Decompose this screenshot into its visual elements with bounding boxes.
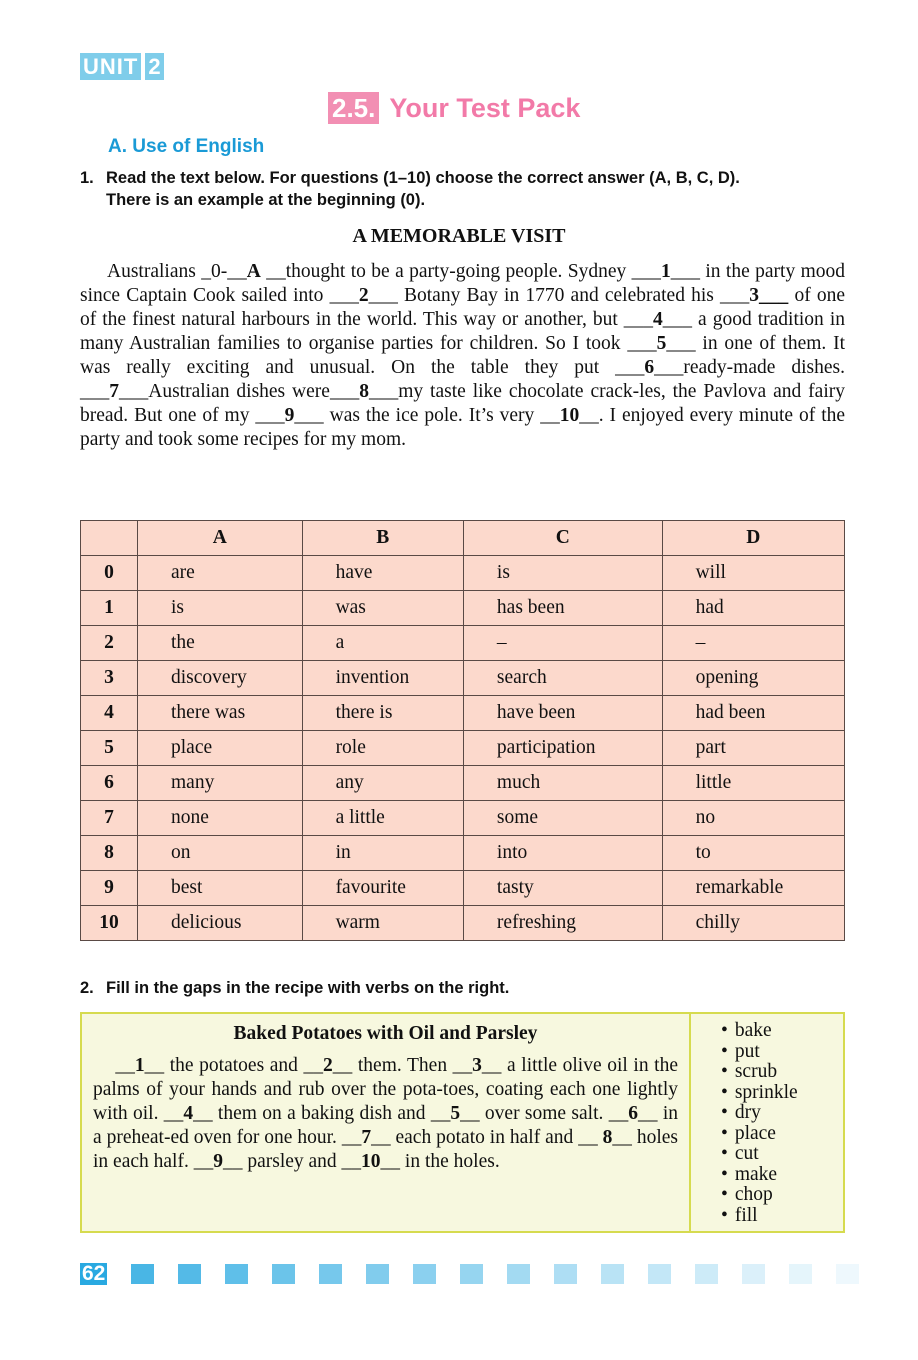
- recipe-gap-4: 4: [183, 1103, 194, 1124]
- recipe-gap-5: 5: [450, 1103, 461, 1124]
- option-cell: in: [302, 836, 463, 871]
- option-cell: none: [138, 801, 303, 836]
- decorative-square: [836, 1264, 859, 1284]
- verb-list: [691, 1014, 798, 1231]
- option-cell: opening: [662, 661, 844, 696]
- recipe-part: __ them. Then __: [332, 1055, 473, 1076]
- gap-0: A: [246, 261, 261, 282]
- task-2-instruction: [80, 977, 509, 999]
- option-cell: search: [463, 661, 662, 696]
- option-cell: on: [138, 836, 303, 871]
- gap-8: 8: [359, 381, 369, 402]
- decorative-square: [413, 1264, 436, 1284]
- story-part: __thought to be a party-going people. Sydney ___: [260, 261, 661, 282]
- row-number: 10: [81, 906, 138, 941]
- decorative-square: [272, 1264, 295, 1284]
- recipe-part: __ in a preheat-ed oven for one hour. __: [93, 1103, 678, 1148]
- page-title: [328, 92, 580, 124]
- page-number: 62: [82, 1262, 106, 1285]
- recipe-gap-3: 3: [472, 1055, 482, 1076]
- decorative-square: [460, 1264, 483, 1284]
- task-1-line-2: There is an example at the beginning (0).: [106, 191, 426, 209]
- recipe-part: __ the potatoes and __: [144, 1055, 324, 1076]
- row-number: 0: [81, 556, 138, 591]
- section-title: Your Test Pack: [389, 92, 581, 123]
- recipe-gap-2: 2: [323, 1055, 333, 1076]
- option-cell: best: [138, 871, 303, 906]
- table-row: [81, 766, 845, 801]
- story-text: [80, 260, 845, 452]
- table-header-cell: A: [138, 521, 303, 556]
- recipe-title: Baked Potatoes with Oil and Parsley: [233, 1023, 538, 1044]
- verb-item: • chop: [721, 1185, 798, 1206]
- story-title: A MEMORABLE VISIT: [352, 225, 566, 247]
- recipe-part: __ over some salt. __: [460, 1103, 629, 1124]
- gap-5: 5: [656, 333, 667, 354]
- unit-label: UNIT: [80, 53, 141, 80]
- recipe-gap-7: 7: [361, 1127, 372, 1148]
- recipe-part: __ in the holes.: [380, 1151, 500, 1172]
- option-cell: are: [138, 556, 303, 591]
- table-header-cell: [81, 521, 138, 556]
- row-number: 3: [81, 661, 138, 696]
- decorative-square: [507, 1264, 530, 1284]
- gap-9: 9: [284, 405, 295, 426]
- table-header-row: [81, 521, 845, 556]
- row-number: 1: [81, 591, 138, 626]
- recipe-part: __: [115, 1055, 135, 1076]
- option-cell: much: [463, 766, 662, 801]
- option-cell: participation: [463, 731, 662, 766]
- section-number: 2.5.: [328, 92, 379, 124]
- table-header-cell: C: [463, 521, 662, 556]
- story-part: ___ in one of them. It was really exciting and unusual. On the table they put ___: [80, 333, 845, 378]
- recipe-gap-6: 6: [628, 1103, 638, 1124]
- verb-item: • make: [721, 1165, 798, 1186]
- recipe-part: __ them on a baking dish and __: [193, 1103, 451, 1124]
- table-row: [81, 731, 845, 766]
- page-footer: [80, 1263, 859, 1285]
- recipe-gap-9: 9: [213, 1151, 223, 1172]
- option-cell: role: [302, 731, 463, 766]
- decorative-square: [178, 1264, 201, 1284]
- option-cell: there was: [138, 696, 303, 731]
- verb-item: • scrub: [721, 1062, 798, 1083]
- option-cell: some: [463, 801, 662, 836]
- story-part: ___ Botany Bay in 1770 and celebrated his ___: [368, 285, 750, 306]
- option-cell: will: [662, 556, 844, 591]
- verb-item: • sprinkle: [721, 1083, 798, 1104]
- table-row: [81, 906, 845, 941]
- option-cell: a: [302, 626, 463, 661]
- recipe-part: __ a little olive oil in the palms of your hands and rub over the pota-toes, coating each one lightly with oil. __: [93, 1055, 678, 1124]
- option-cell: had: [662, 591, 844, 626]
- table-row: [81, 591, 845, 626]
- gap-7: 7: [109, 381, 119, 402]
- verb-item: • bake: [721, 1021, 798, 1042]
- story-part: ___ready-made dishes. ___: [80, 357, 845, 402]
- recipe-main: [82, 1014, 691, 1231]
- option-cell: place: [138, 731, 303, 766]
- option-cell: part: [662, 731, 844, 766]
- row-number: 5: [81, 731, 138, 766]
- option-cell: to: [662, 836, 844, 871]
- decorative-square: [789, 1264, 812, 1284]
- recipe-part: __ holes in each half. __: [93, 1127, 678, 1172]
- options-table: [80, 520, 845, 941]
- option-cell: into: [463, 836, 662, 871]
- option-cell: many: [138, 766, 303, 801]
- option-cell: had been: [662, 696, 844, 731]
- option-cell: no: [662, 801, 844, 836]
- task-1-instruction: [80, 167, 740, 211]
- option-cell: chilly: [662, 906, 844, 941]
- table-header-cell: B: [302, 521, 463, 556]
- story-part: ___my taste like chocolate crack-les, the Pavlova and fairy bread. But one of my ___: [80, 381, 845, 426]
- story-part: __. I enjoyed every minute of the party and took some recipes for my mom.: [80, 405, 846, 450]
- option-cell: have been: [463, 696, 662, 731]
- decorative-square: [319, 1264, 342, 1284]
- task-1-line-1: Read the text below. For questions (1–10) choose the correct answer (A, B, C, D).: [106, 169, 740, 187]
- gap-4: 4: [653, 309, 663, 330]
- decorative-square: [225, 1264, 248, 1284]
- option-cell: –: [662, 626, 844, 661]
- option-cell: is: [138, 591, 303, 626]
- story-part: ___ a good tradition in many Australian families to organise parties for children. So I took ___: [80, 309, 845, 354]
- table-row: [81, 661, 845, 696]
- task-2-number: 2.: [80, 979, 94, 997]
- option-cell: little: [662, 766, 844, 801]
- row-number: 2: [81, 626, 138, 661]
- row-number: 4: [81, 696, 138, 731]
- option-cell: was: [302, 591, 463, 626]
- decorative-square: [554, 1264, 577, 1284]
- verb-item: • cut: [721, 1144, 798, 1165]
- decorative-square: [648, 1264, 671, 1284]
- option-cell: any: [302, 766, 463, 801]
- gap-6: 6: [644, 357, 655, 378]
- option-cell: warm: [302, 906, 463, 941]
- decorative-square: [601, 1264, 624, 1284]
- table-row: [81, 871, 845, 906]
- row-number: 9: [81, 871, 138, 906]
- recipe-part: __ parsley and __: [222, 1151, 362, 1172]
- recipe-gap-1: 1: [134, 1055, 145, 1076]
- verb-item: • place: [721, 1124, 798, 1145]
- task-1-number: 1.: [80, 169, 94, 187]
- option-cell: a little: [302, 801, 463, 836]
- story-part: ___ was the ice pole. It’s very __: [294, 405, 560, 426]
- option-cell: the: [138, 626, 303, 661]
- gap-3: 3___: [749, 285, 789, 306]
- option-cell: invention: [302, 661, 463, 696]
- story-part: ___Australian dishes were___: [119, 381, 360, 402]
- option-cell: favourite: [302, 871, 463, 906]
- row-number: 6: [81, 766, 138, 801]
- option-cell: delicious: [138, 906, 303, 941]
- table-row: [81, 696, 845, 731]
- subsection-heading: A. Use of English: [108, 136, 265, 157]
- unit-badge: [80, 53, 164, 80]
- task-2-text: Fill in the gaps in the recipe with verbs on the right.: [106, 979, 510, 997]
- option-cell: has been: [463, 591, 662, 626]
- story-part: ___ in the party mood since Captain Cook sailed into ___: [80, 261, 846, 306]
- recipe-part: __ each potato in half and __: [371, 1127, 603, 1148]
- story-part: of one of the finest natural harbours in the world. This way or another, but ___: [80, 285, 845, 330]
- row-number: 7: [81, 801, 138, 836]
- story-part: Australians _0-__: [107, 261, 247, 282]
- decorative-square: [695, 1264, 718, 1284]
- recipe-gap-10: 10: [361, 1151, 381, 1172]
- gap-10: 10: [559, 405, 580, 426]
- unit-number: 2: [145, 53, 163, 80]
- verb-item: • fill: [721, 1206, 798, 1227]
- option-cell: have: [302, 556, 463, 591]
- decorative-square: [366, 1264, 389, 1284]
- option-cell: discovery: [138, 661, 303, 696]
- table-row: [81, 801, 845, 836]
- table-header-cell: D: [662, 521, 844, 556]
- option-cell: tasty: [463, 871, 662, 906]
- option-cell: is: [463, 556, 662, 591]
- verb-item: • dry: [721, 1103, 798, 1124]
- option-cell: remarkable: [662, 871, 844, 906]
- recipe-gap-8: 8: [602, 1127, 613, 1148]
- gap-2: 2: [358, 285, 369, 306]
- option-cell: –: [463, 626, 662, 661]
- recipe-box: [80, 1012, 845, 1233]
- table-row: [81, 556, 845, 591]
- option-cell: there is: [302, 696, 463, 731]
- recipe-text: [93, 1054, 678, 1174]
- gap-1: 1: [660, 261, 671, 282]
- table-row: [81, 626, 845, 661]
- decorative-square: [742, 1264, 765, 1284]
- decorative-square: [131, 1264, 154, 1284]
- row-number: 8: [81, 836, 138, 871]
- verb-item: • put: [721, 1042, 798, 1063]
- table-row: [81, 836, 845, 871]
- option-cell: refreshing: [463, 906, 662, 941]
